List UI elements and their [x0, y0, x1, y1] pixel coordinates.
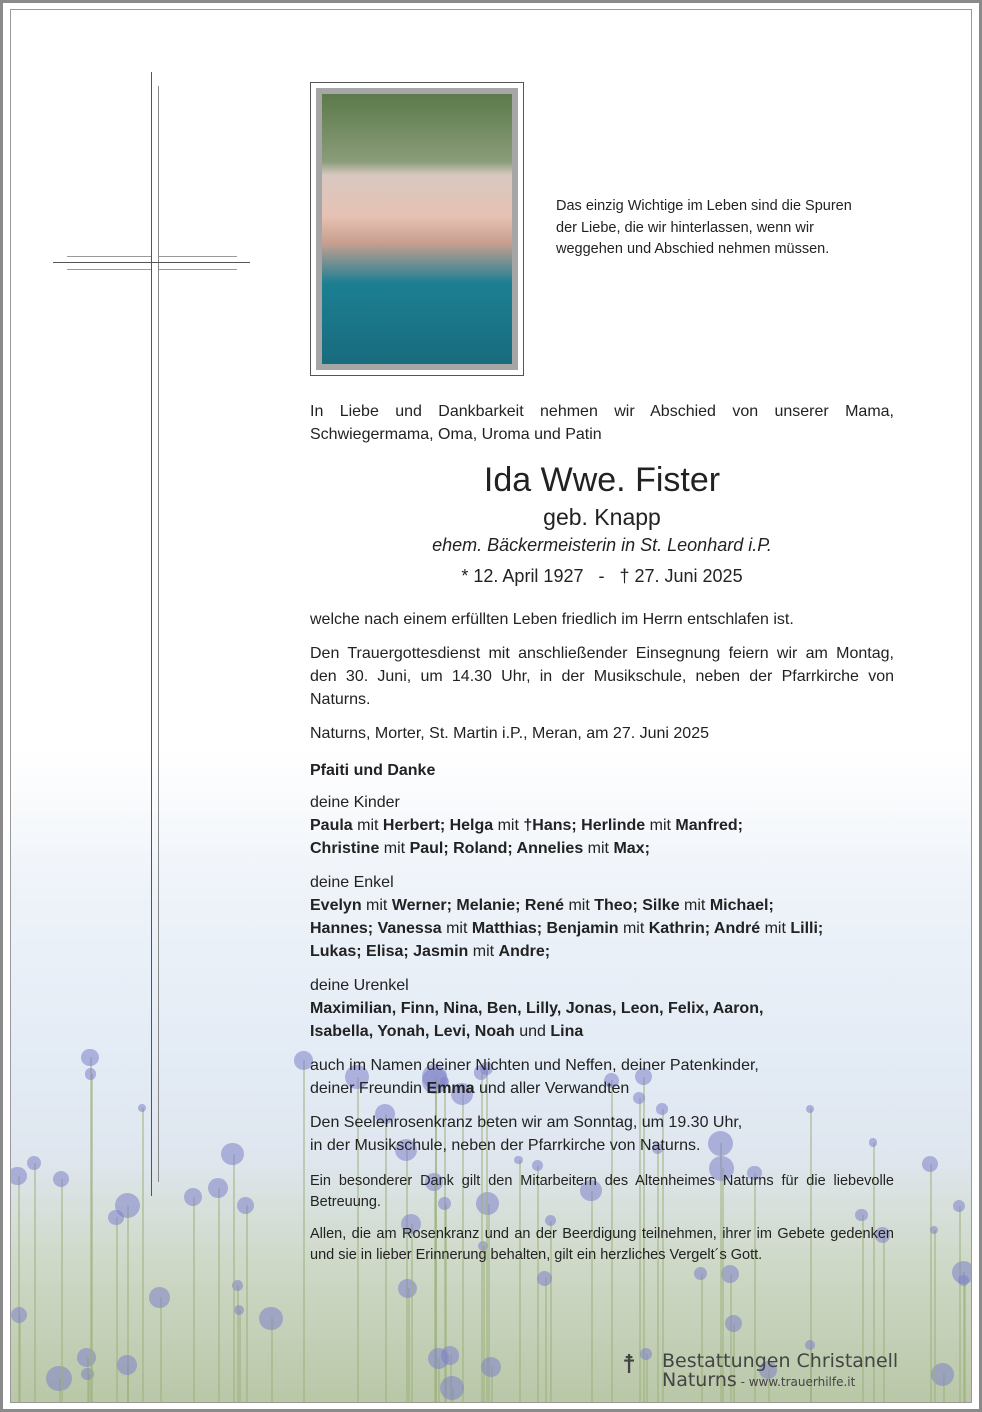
quote-line: Das einzig Wichtige im Leben sind die Spuren	[556, 198, 852, 214]
quote	[556, 196, 852, 261]
name-bold: Andre;	[498, 943, 551, 960]
thanks-staff: Ein besonderer Dank gilt den Mitarbeitern des Altenheimes Naturns für die liebevolle Betreuung.	[310, 1173, 894, 1210]
passed-text: welche nach einem erfüllten Leben friedlich im Herrn entschlafen ist.	[310, 611, 794, 628]
quote-line: der Liebe, die wir hinterlassen, wenn wir	[556, 219, 814, 236]
family-group-label: deine Enkel	[310, 874, 394, 891]
quote-line: weggehen und Abschied nehmen müssen.	[556, 241, 830, 257]
text-run: mit	[564, 897, 595, 914]
name-bold: Emma	[426, 1080, 475, 1097]
name-bold: Theo; Silke	[594, 897, 680, 914]
name-bold: Paula	[310, 817, 353, 834]
name-bold: Matthias; Benjamin	[471, 920, 619, 937]
logo-url: - www.trauerhilfe.it	[736, 1375, 856, 1389]
portrait-photo	[310, 82, 524, 376]
relatives-text	[310, 1054, 894, 1100]
cross-ihs-icon: ☨	[622, 1350, 637, 1380]
text-run: deiner Freundin	[310, 1080, 427, 1097]
text-run: mit	[468, 943, 499, 960]
life-dates: * 12. April 1927 - † 27. Juni 2025	[461, 566, 743, 586]
name-bold: Isabella, Yonah, Levi, Noah	[310, 1023, 515, 1040]
name-bold: Lilli;	[790, 920, 824, 937]
family-group	[310, 871, 894, 963]
text-run: mit	[583, 840, 614, 857]
text-run: mit	[760, 920, 791, 937]
service-text: Den Trauergottesdienst mit anschließender Einsegnung feiern wir am Montag, den 30. Juni, um 14.30 Uhr, in der Musikschule, neben der Pfarrkirche von Naturns.	[310, 645, 894, 708]
name-bold: Werner; Melanie; René	[391, 897, 565, 914]
logo-name: Bestattungen Christanell	[662, 1350, 899, 1372]
name-bold: Christine	[310, 840, 380, 857]
intro: In Liebe und Dankbarkeit nehmen wir Abschied von unserer Mama, Schwiegermama, Oma, Uroma und Patin	[310, 403, 894, 443]
thanks-all: Allen, die am Rosenkranz und an der Beerdigung teilnehmen, ihrer im Gebete gedenken und sie in lieber Erinnerung behalten, gilt ein herzliches Vergelt´s Gott.	[310, 1226, 894, 1263]
text-run: und aller Verwandten	[474, 1080, 630, 1097]
birth-name: geb. Knapp	[543, 504, 661, 530]
name-bold: Kathrin; André	[648, 920, 761, 937]
text-run: auch im Namen deiner Nichten und Neffen, deiner Patenkinder,	[310, 1057, 759, 1074]
name-bold: Maximilian, Finn, Nina, Ben, Lilly, Jonas, Leon, Felix, Aaron,	[310, 1000, 764, 1017]
deceased-name: Ida Wwe. Fister	[483, 461, 721, 499]
text-run: mit	[645, 817, 676, 834]
family-group	[310, 974, 894, 1043]
text-run: mit	[618, 920, 649, 937]
place-date: Naturns, Morter, St. Martin i.P., Meran, am 27. Juni 2025	[310, 725, 709, 742]
thanks-heading	[310, 759, 894, 782]
rosary-text: Den Seelenrosenkranz beten wir am Sonntag, um 19.30 Uhr, in der Musikschule, neben der Pfarrkirche von Naturns.	[310, 1114, 743, 1154]
name-bold: Evelyn	[310, 897, 362, 914]
name-bold: Lukas; Elisa; Jasmin	[310, 943, 469, 960]
text-run: mit	[379, 840, 410, 857]
name-bold: Lina	[550, 1023, 584, 1040]
name-bold: Paul; Roland; Annelies	[409, 840, 584, 857]
family-group-label: deine Kinder	[310, 794, 400, 811]
text-run: mit	[441, 920, 472, 937]
logo-town: Naturns	[662, 1369, 737, 1391]
name-bold: Michael;	[709, 897, 774, 914]
name-bold: Max;	[613, 840, 650, 857]
thanks-heading-text: Pfaiti und Danke	[310, 762, 436, 779]
family-group	[310, 791, 894, 860]
text-run: und	[514, 1023, 551, 1040]
text-run: mit	[679, 897, 710, 914]
text-run: mit	[493, 817, 524, 834]
obituary-text	[310, 400, 894, 1277]
occupation: ehem. Bäckermeisterin in St. Leonhard i.P.	[432, 535, 772, 555]
name-bold: Hannes; Vanessa	[310, 920, 442, 937]
text-run: mit	[361, 897, 392, 914]
name-bold: †Hans; Herlinde	[523, 817, 646, 834]
name-bold: Herbert; Helga	[382, 817, 494, 834]
name-bold: Manfred;	[675, 817, 743, 834]
family-group-label: deine Urenkel	[310, 977, 409, 994]
text-run: mit	[352, 817, 383, 834]
